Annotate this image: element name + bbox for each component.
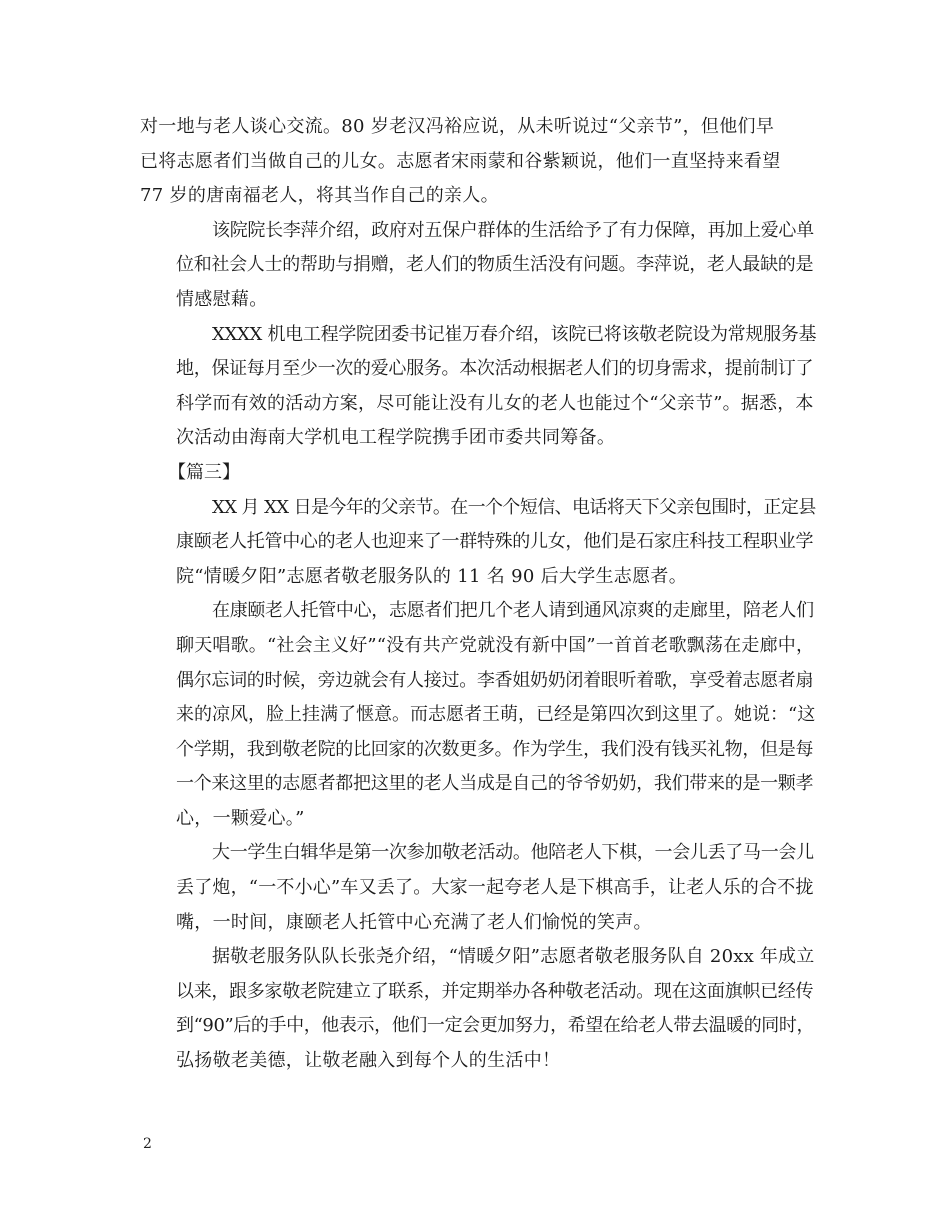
text-line: XX 月 XX 日是今年的父亲节。在一个个短信、电话将天下父亲包围时，正定县: [212, 496, 816, 518]
text-line: 来的凉风，脸上挂满了惬意。而志愿者王萌，已经是第四次到这里了。她说：“这: [176, 704, 816, 726]
text-line: 据敬老服务队队长张尧介绍，“情暖夕阳”志愿者敬老服务队自 20xx 年成立: [212, 946, 815, 968]
text-line: 个学期，我到敬老院的比回家的次数更多。作为学生，我们没有钱买礼物，但是每: [176, 738, 814, 760]
paragraph: [140, 594, 816, 836]
section-heading: [140, 456, 816, 491]
text-line: 科学而有效的活动方案，尽可能让没有儿女的老人也能过个“父亲节”。据悉，本: [176, 392, 814, 414]
text-line: 丢了炮，“一不小心”车又丢了。大家一起夸老人是下棋高手，让老人乐的合不拢: [176, 877, 814, 899]
text-line: 心，一颗爱心。”: [176, 807, 305, 829]
text-line: 嘴，一时间，康颐老人托管中心充满了老人们愉悦的笑声。: [176, 911, 652, 933]
text-line: 次活动由海南大学机电工程学院携手团市委共同筹备。: [176, 427, 616, 449]
text-line: 到“90”后的手中，他表示，他们一定会更加努力，希望在给老人带去温暖的同时，: [176, 1015, 815, 1037]
text-line: 地，保证每月至少一次的爱心服务。本次活动根据老人们的切身需求，提前制订了: [176, 358, 814, 380]
text-line: 在康颐老人托管中心，志愿者们把几个老人请到通风凉爽的走廊里，陪老人们: [212, 600, 814, 622]
text-line: 偶尔忘词的时候，旁边就会有人接过。李香姐奶奶闭着眼听着歌，享受着志愿者扇: [176, 669, 814, 691]
text-line: 弘扬敬老美德，让敬老融入到每个人的生活中！: [176, 1050, 561, 1072]
paragraph: [140, 110, 816, 214]
text-line: 康颐老人托管中心的老人也迎来了一群特殊的儿女，他们是石家庄科技工程职业学: [176, 531, 814, 553]
text-line: 位和社会人士的帮助与捐赠，老人们的物质生活没有问题。李萍说，老人最缺的是: [176, 254, 814, 276]
paragraph: [140, 318, 816, 456]
text-line: 聊天唱歌。“社会主义好”“没有共产党就没有新中国”一首首老歌飘荡在走廊中，: [176, 634, 815, 656]
text-line: 情感慰藉。: [176, 288, 268, 310]
page-number: 2: [143, 1136, 152, 1152]
text-line: 一个来这里的志愿者都把这里的老人当成是自己的爷爷奶奶，我们带来的是一颗孝: [176, 773, 814, 795]
paragraph: [140, 214, 816, 318]
text-line: 大一学生白辑华是第一次参加敬老活动。他陪老人下棋，一会儿丢了马一会儿: [212, 842, 814, 864]
paragraph: [140, 940, 816, 1078]
heading-text: 【篇三】: [168, 461, 240, 483]
text-line: 对一地与老人谈心交流。80 岁老汉冯裕应说，从未听说过“父亲节”，但他们早: [140, 116, 775, 137]
text-line: 已将志愿者们当做自己的儿女。志愿者宋雨蒙和谷紫颖说，他们一直坚持来看望: [140, 150, 781, 172]
paragraph: [140, 836, 816, 940]
text-line: 该院院长李萍介绍，政府对五保户群体的生活给予了有力保障，再加上爱心单: [212, 219, 814, 241]
text-line: 77 岁的唐南福老人，将其当作自己的亲人。: [140, 185, 499, 207]
text-line: XXXX 机电工程学院团委书记崔万春介绍，该院已将该敬老院设为常规服务基: [212, 323, 817, 345]
document-body: [140, 110, 816, 1079]
text-line: 院“情暖夕阳”志愿者敬老服务队的 11 名 90 后大学生志愿者。: [176, 565, 687, 587]
paragraph: [140, 491, 816, 595]
text-line: 以来，跟多家敬老院建立了联系，并定期举办各种敬老活动。现在这面旗帜已经传: [176, 980, 814, 1002]
